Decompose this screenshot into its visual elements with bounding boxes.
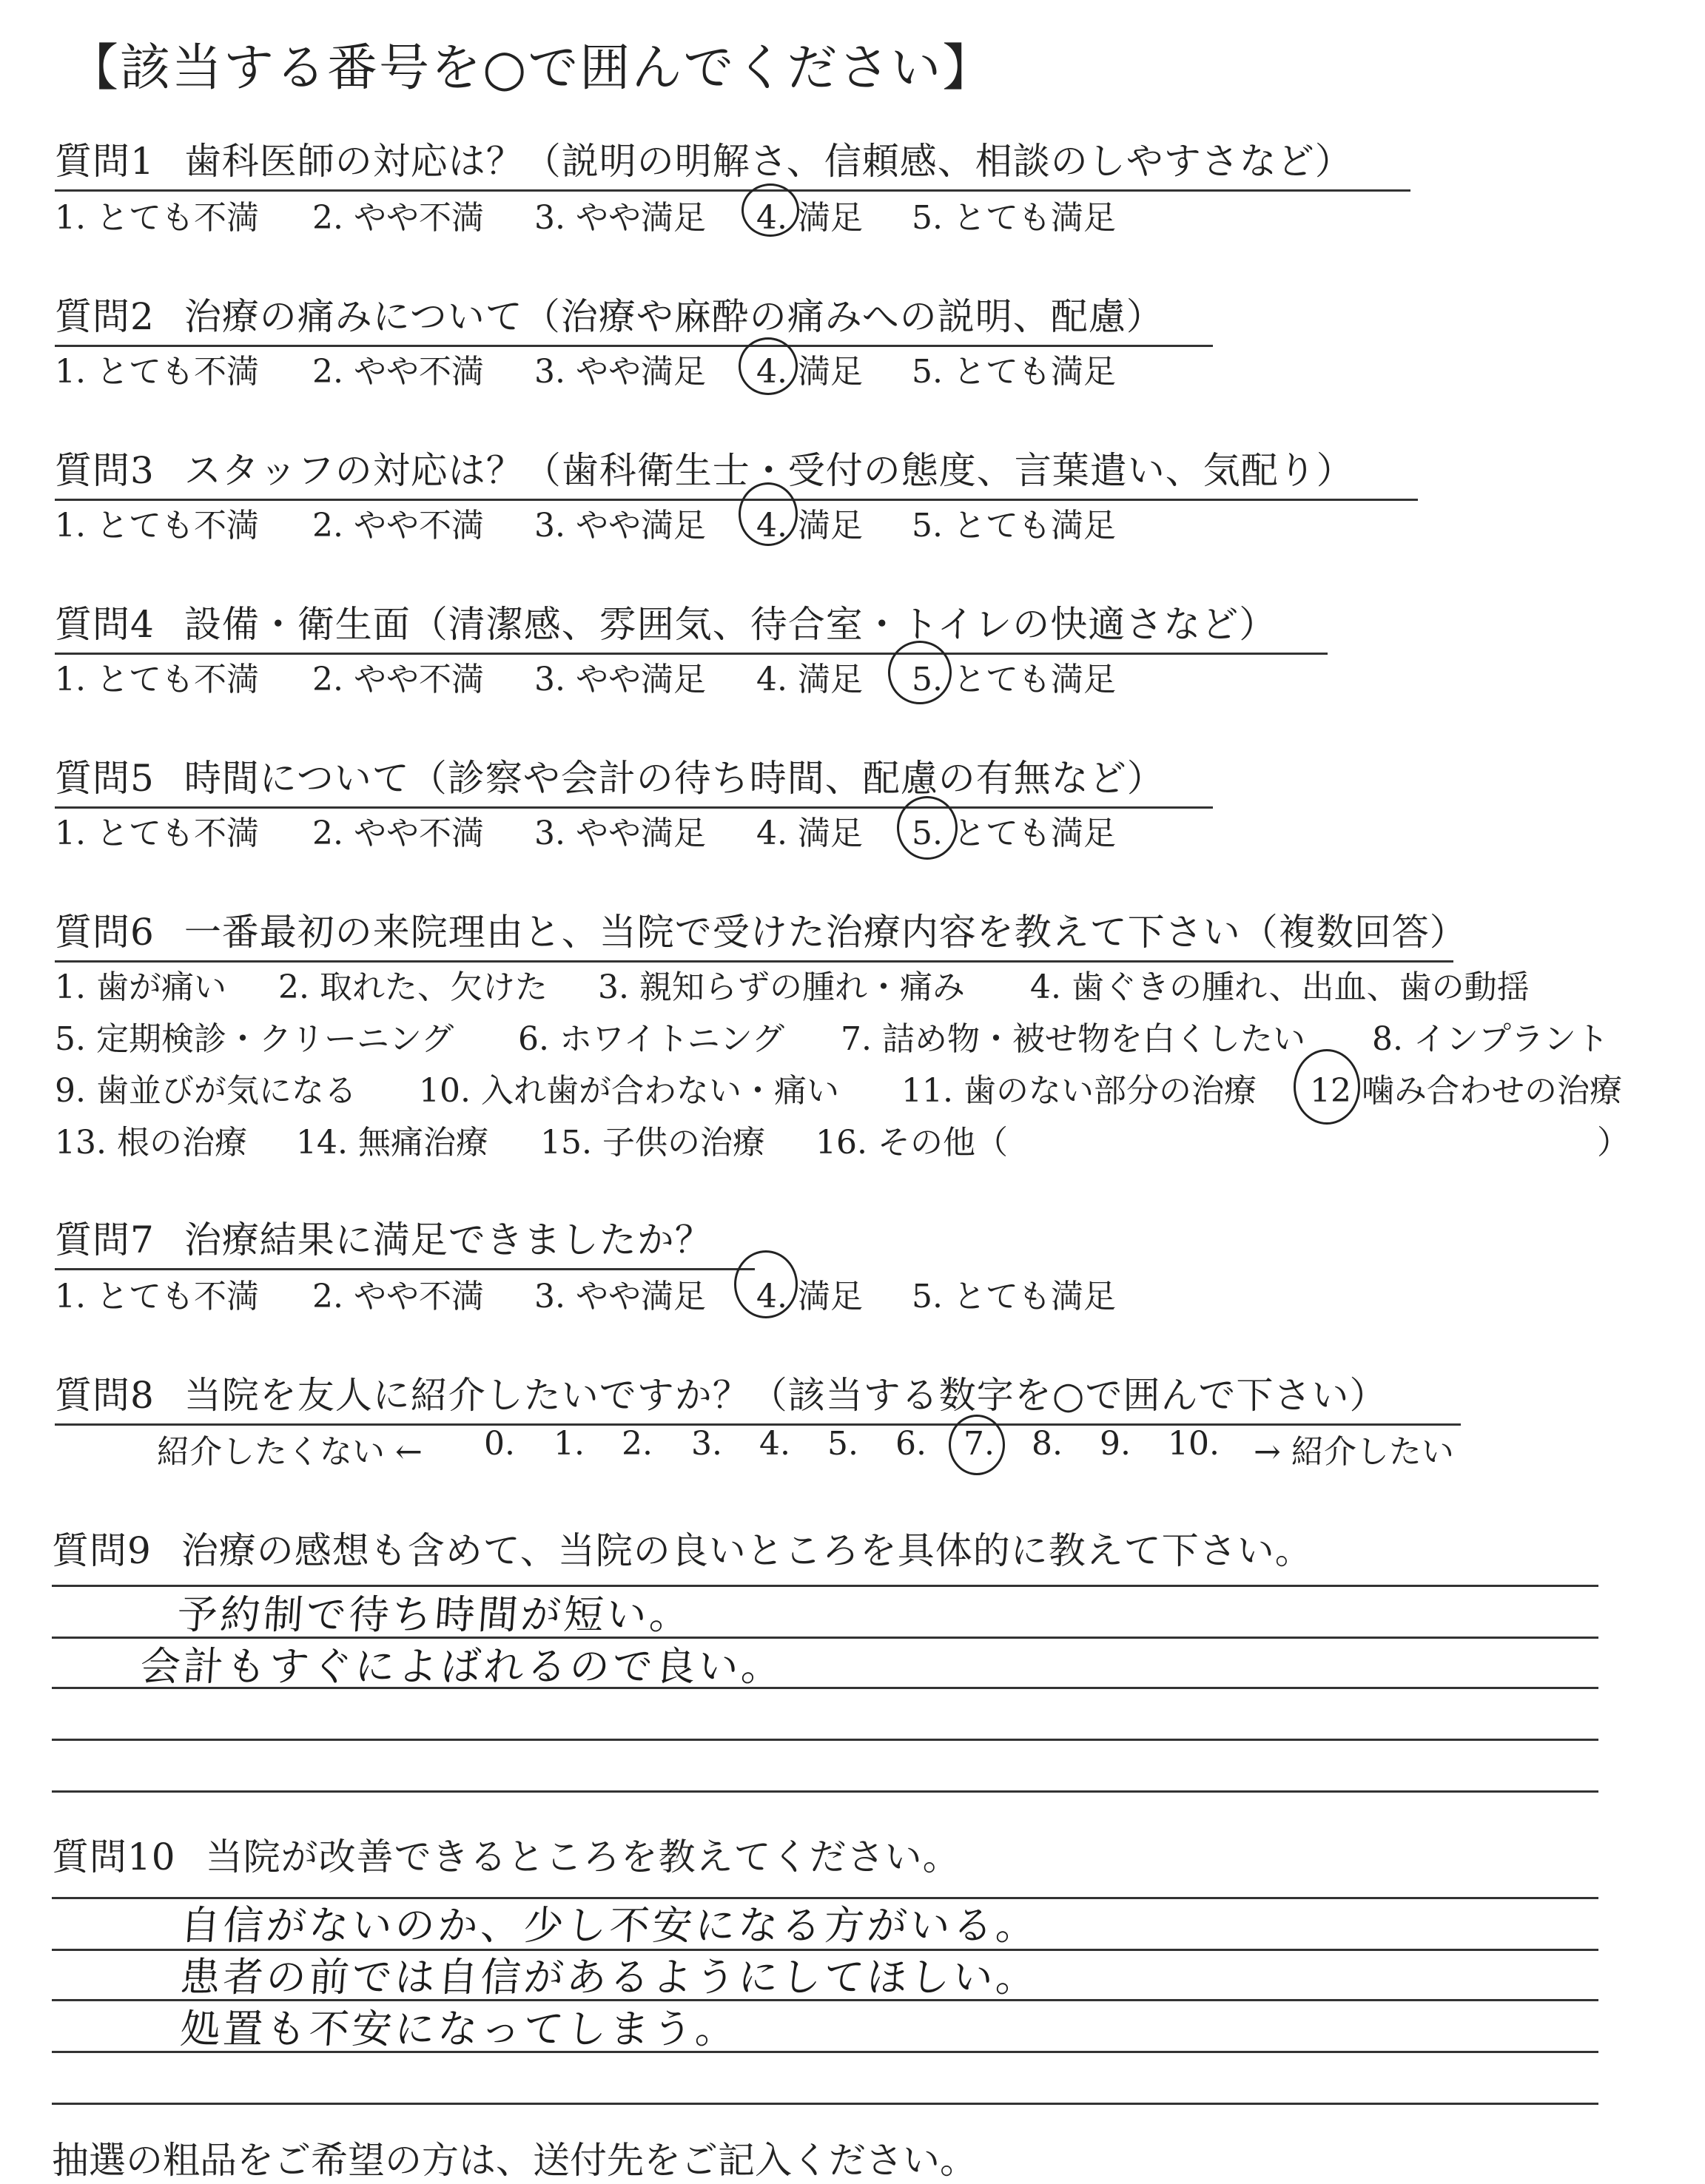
question-text: 治療の感想も含めて、当院の良いところを具体的に教えて下さい。 xyxy=(181,1529,1313,1572)
option-5[interactable]: 5. とても満足 xyxy=(912,199,1116,237)
option-3[interactable]: 3. やや満足 xyxy=(534,661,706,698)
handwritten-answer: 処置も不安になってしまう。 xyxy=(178,2006,740,2052)
category-9[interactable]: 9. 歯並びが気になる xyxy=(55,1072,357,1110)
question-text: 時間について（診察や会計の待ち時間、配慮の有無など） xyxy=(184,757,1165,800)
option-5[interactable]: 5. とても満足 xyxy=(912,815,1116,852)
option-4[interactable]: 4. 満足 xyxy=(756,507,863,545)
option-1[interactable]: 1. とても不満 xyxy=(55,1278,259,1315)
option-3[interactable]: 3. やや満足 xyxy=(534,199,706,237)
category-11[interactable]: 11. 歯のない部分の治療 xyxy=(901,1072,1257,1110)
category-8[interactable]: 8. インプラント xyxy=(1372,1020,1609,1058)
question-label: 質問3 xyxy=(55,449,155,492)
answer-line xyxy=(52,1790,1598,1793)
option-3[interactable]: 3. やや満足 xyxy=(534,1278,706,1315)
scale-3[interactable]: 3. xyxy=(691,1425,722,1463)
question-title xyxy=(55,1210,755,1270)
option-2[interactable]: 2. やや不満 xyxy=(312,199,484,237)
question-label: 質問7 xyxy=(55,1219,155,1261)
question-title xyxy=(55,287,1213,347)
option-5[interactable]: 5. とても満足 xyxy=(912,1278,1116,1315)
selected-circle xyxy=(897,796,958,860)
question-label: 質問10 xyxy=(52,1836,176,1878)
category-4[interactable]: 4. 歯ぐきの腫れ、出血、歯の動揺 xyxy=(1030,968,1530,1006)
scale-10[interactable]: 10. xyxy=(1168,1425,1220,1463)
question-text: 設備・衛生面（清潔感、雰囲気、待合室・トイレの快適さなど） xyxy=(184,603,1277,646)
selected-circle xyxy=(1294,1049,1360,1125)
category-13[interactable]: 13. 根の治療 xyxy=(55,1124,247,1162)
scale-left-label: 紹介したくない ← xyxy=(157,1433,423,1471)
option-2[interactable]: 2. やや不満 xyxy=(312,353,484,391)
option-5[interactable]: 5. とても満足 xyxy=(912,353,1116,391)
question-label: 質問1 xyxy=(55,140,155,183)
scale-right-label: → 紹介したい xyxy=(1254,1433,1454,1471)
category-3[interactable]: 3. 親知らずの腫れ・痛み xyxy=(598,968,965,1006)
category-14[interactable]: 14. 無痛治療 xyxy=(296,1124,488,1162)
question-title xyxy=(55,441,1418,501)
option-2[interactable]: 2. やや不満 xyxy=(312,1278,484,1315)
handwritten-answer: 患者の前では自信があるようにしてほしい。 xyxy=(178,1954,1040,2001)
question-text: 当院が改善できるところを教えてください。 xyxy=(205,1836,961,1878)
category-15[interactable]: 15. 子供の治療 xyxy=(540,1124,765,1162)
category-1[interactable]: 1. 歯が痛い xyxy=(55,968,226,1006)
category-6[interactable]: 6. ホワイトニング xyxy=(518,1020,785,1058)
selected-circle xyxy=(739,337,798,395)
category-2[interactable]: 2. 取れた、欠けた xyxy=(278,968,548,1006)
selected-circle xyxy=(888,641,952,704)
category-10[interactable]: 10. 入れ歯が合わない・痛い xyxy=(419,1072,839,1110)
option-2[interactable]: 2. やや不満 xyxy=(312,815,484,852)
question-text: 治療の痛みについて（治療や麻酔の痛みへの説明、配慮） xyxy=(184,295,1164,338)
question-label: 質問2 xyxy=(55,295,155,338)
question-title xyxy=(55,595,1328,655)
handwritten-answer: 自信がないのか、少し不安になる方がいる。 xyxy=(178,1902,1040,1949)
category-16[interactable]: 16. その他（ xyxy=(815,1124,1008,1162)
selected-circle xyxy=(739,482,798,546)
scale-6[interactable]: 6. xyxy=(895,1425,927,1463)
option-1[interactable]: 1. とても不満 xyxy=(55,661,259,698)
option-1[interactable]: 1. とても不満 xyxy=(55,199,259,237)
question-title xyxy=(55,1366,1461,1426)
option-4[interactable]: 4. 満足 xyxy=(756,661,863,698)
option-5[interactable]: 5. とても満足 xyxy=(912,507,1116,545)
option-4[interactable]: 4. 満足 xyxy=(756,199,863,237)
selected-circle xyxy=(741,183,799,237)
scale-8[interactable]: 8. xyxy=(1032,1425,1063,1463)
category-16-close: ） xyxy=(1597,1124,1630,1162)
question-label: 質問9 xyxy=(52,1529,152,1572)
question-label: 質問8 xyxy=(55,1374,155,1417)
option-1[interactable]: 1. とても不満 xyxy=(55,815,259,852)
option-3[interactable]: 3. やや満足 xyxy=(534,507,706,545)
scale-4[interactable]: 4. xyxy=(759,1425,790,1463)
question-text: 当院を友人に紹介したいですか？（該当する数字を○で囲んで下さい） xyxy=(184,1374,1388,1417)
option-3[interactable]: 3. やや満足 xyxy=(534,353,706,391)
scale-1[interactable]: 1. xyxy=(554,1425,585,1463)
option-4[interactable]: 4. 満足 xyxy=(756,815,863,852)
question-title xyxy=(52,1827,961,1885)
question-label: 質問6 xyxy=(55,911,155,954)
category-7[interactable]: 7. 詰め物・被せ物を白くしたい xyxy=(841,1020,1305,1058)
option-3[interactable]: 3. やや満足 xyxy=(534,815,706,852)
question-text: 歯科医師の対応は？（説明の明解さ、信頼感、相談のしやすさなど） xyxy=(184,140,1353,183)
question-text: 治療結果に満足できましたか？ xyxy=(184,1219,713,1261)
option-1[interactable]: 1. とても不満 xyxy=(55,507,259,545)
scale-7[interactable]: 7. xyxy=(964,1425,995,1463)
scale-2[interactable]: 2. xyxy=(622,1425,653,1463)
handwritten-answer: 会計もすぐによばれるので良い。 xyxy=(138,1643,786,1690)
question-title xyxy=(55,132,1410,192)
category-5[interactable]: 5. 定期検診・クリーニング xyxy=(55,1020,454,1058)
selected-circle xyxy=(734,1250,798,1318)
option-5[interactable]: 5. とても満足 xyxy=(912,661,1116,698)
option-1[interactable]: 1. とても不満 xyxy=(55,353,259,391)
option-2[interactable]: 2. やや不満 xyxy=(312,507,484,545)
question-label: 質問5 xyxy=(55,757,155,800)
question-title xyxy=(55,903,1467,963)
category-12[interactable]: 12 噛み合わせの治療 xyxy=(1310,1072,1622,1110)
footer-note: 抽選の粗品をご希望の方は、送付先をご記入ください。 xyxy=(52,2139,977,2182)
question-title xyxy=(52,1521,1313,1579)
handwritten-answer: 予約制で待ち時間が短い。 xyxy=(175,1591,694,1638)
question-text: 一番最初の来院理由と、当院で受けた治療内容を教えて下さい（複数回答） xyxy=(184,911,1467,954)
instruction-header: 【該当する番号を○で囲んでください】 xyxy=(68,39,995,98)
scale-9[interactable]: 9. xyxy=(1100,1425,1131,1463)
question-label: 質問4 xyxy=(55,603,155,646)
question-title xyxy=(55,749,1213,809)
option-4[interactable]: 4. 満足 xyxy=(756,1278,863,1315)
scale-5[interactable]: 5. xyxy=(827,1425,858,1463)
option-4[interactable]: 4. 満足 xyxy=(756,353,863,391)
answer-line xyxy=(52,1739,1598,1741)
selected-circle xyxy=(949,1415,1005,1475)
option-2[interactable]: 2. やや不満 xyxy=(312,661,484,698)
question-text: スタッフの対応は？（歯科衛生士・受付の態度、言葉遣い、気配り） xyxy=(184,449,1354,492)
scale-0[interactable]: 0. xyxy=(484,1425,515,1463)
answer-line xyxy=(52,2103,1598,2105)
